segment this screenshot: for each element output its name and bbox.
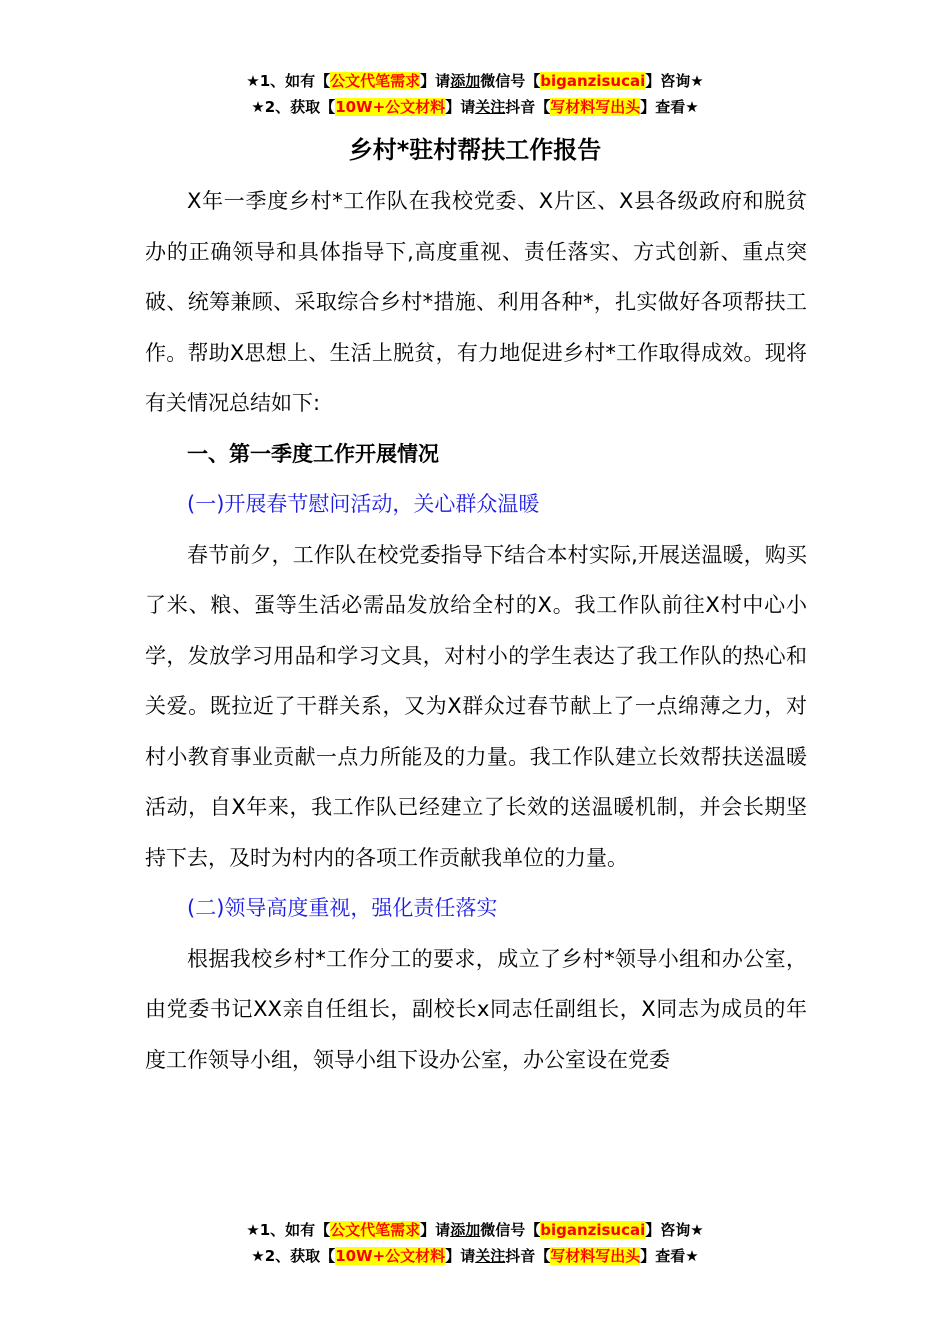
ad-highlight: 公文代笔需求 bbox=[330, 72, 421, 90]
wechat-id: biganzisucai bbox=[540, 1221, 646, 1239]
header-ad bbox=[0, 68, 950, 120]
intro-paragraph: X年一季度乡村*工作队在我校党委、X片区、X县各级政府和脱贫办的正确领导和具体指导下,高度重视、责任落实、方式创新、重点突破、统筹兼顾、采取综合乡村*措施、利用各种*，扎实做好各项帮扶工作。帮助X思想上、生活上脱贫，有力地促进乡村*工作取得成效。现将有关情况总结如下: bbox=[145, 189, 807, 415]
footer-ad-line-1: ★1、如有【公文代笔需求】请添加微信号【biganzisucai】咨询★ bbox=[246, 1221, 704, 1239]
document-body bbox=[145, 176, 807, 1085]
footer-ad bbox=[0, 1217, 950, 1269]
body-paragraph: 春节前夕，工作队在校党委指导下结合本村实际,开展送温暖，购买了米、粮、蛋等生活必需品发放给全村的X。我工作队前往X村中心小学，发放学习用品和学习文具，对村小的学生表达了我工作队的热心和关爱。既拉近了干群关系，又为X群众过春节献上了一点绵薄之力，对村小教育事业贡献一点力所能及的力量。我工作队建立长效帮扶送温暖活动，自X年来，我工作队已经建立了长效的送温暖机制，并会长期坚持下去，及时为村内的各项工作贡献我单位的力量。 bbox=[145, 542, 807, 870]
ad-highlight: 10W+公文材料 bbox=[335, 98, 446, 116]
subsection-heading: (二)领导高度重视，强化责任落实 bbox=[187, 896, 498, 920]
subsection-heading: (一)开展春节慰问活动，关心群众温暖 bbox=[187, 492, 540, 516]
douyin-id: 写材料写出头 bbox=[550, 1247, 641, 1265]
section-heading: 一、第一季度工作开展情况 bbox=[187, 441, 439, 466]
ad-highlight: 公文代笔需求 bbox=[330, 1221, 421, 1239]
document-title: 乡村*驻村帮扶工作报告 bbox=[348, 136, 602, 164]
douyin-id: 写材料写出头 bbox=[550, 98, 641, 116]
wechat-id: biganzisucai bbox=[540, 72, 646, 90]
ad-highlight: 10W+公文材料 bbox=[335, 1247, 446, 1265]
header-ad-line-2: ★2、获取【10W+公文材料】请关注抖音【写材料写出头】查看★ bbox=[251, 98, 699, 116]
footer-ad-line-2: ★2、获取【10W+公文材料】请关注抖音【写材料写出头】查看★ bbox=[251, 1247, 699, 1265]
body-paragraph: 根据我校乡村*工作分工的要求，成立了乡村*领导小组和办公室，由党委书记XX亲自任组长，副校长x同志任副组长，X同志为成员的年度工作领导小组，领导小组下设办公室，办公室设在党委 bbox=[145, 946, 807, 1072]
header-ad-line-1: ★1、如有【公文代笔需求】请添加微信号【biganzisucai】咨询★ bbox=[246, 72, 704, 90]
